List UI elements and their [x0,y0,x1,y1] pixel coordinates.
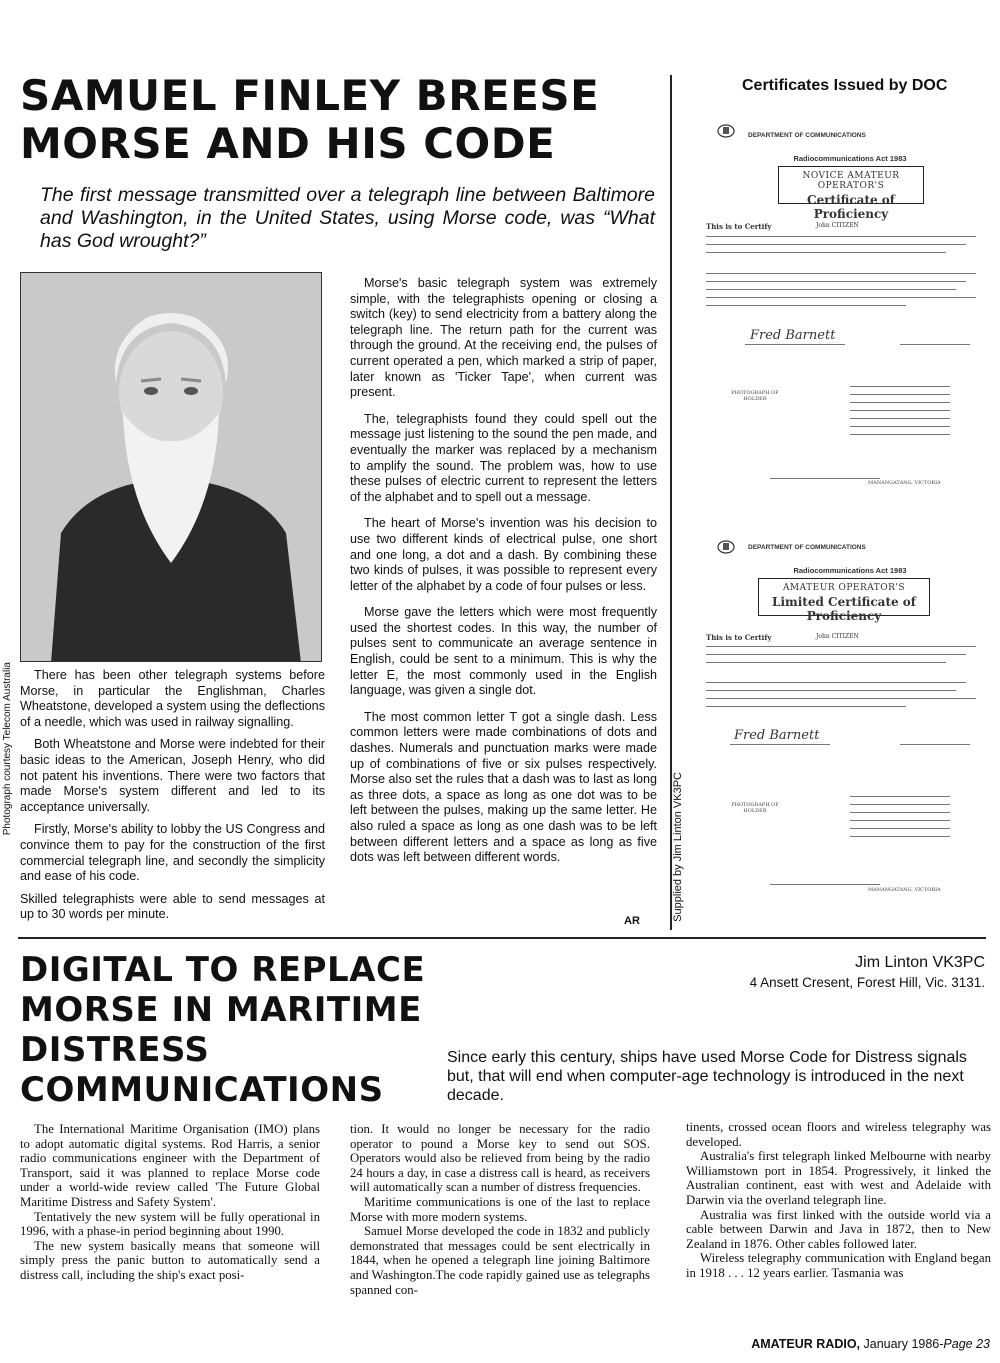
supplied-credit: Supplied by Jim Linton VK3PC [672,772,684,922]
page-footer [600,1337,990,1351]
paragraph: The International Maritime Organisation (IMO) plans to adopt automatic digital systems. Rod Harris, a senior radio communications engineer with the Department of Transport, said it was planned to replace Morse code under a world-wide review called 'The Future Global Maritime Distress and Safety System'. [20,1122,320,1209]
paragraph: Skilled telegraphists were able to send messages at up to 30 words per minute. [20,891,325,922]
paragraph: tinents, crossed ocean floors and wireless telegraphy was developed. [686,1120,991,1149]
article2-column-1 [20,1122,320,1283]
paragraph: The most common letter T got a single dash. Less common letters were made combinations of dots and dashes. Numerals and punctuation marks were made up of combinations of five or six pulses respectively. Morse also set the rules that a dash was to last as long as three dots, a space as long as one dot was to be left between the pulses, making up the same letter. He also ruled a space as long as one dash was to be left between different letters and a space as long as five dots was left between different words. [350,709,657,865]
paragraph: Firstly, Morse's ability to lobby the US Congress and convince them to pay for the construction of the first commercial telegraph line, and secondly the simplicity and ease of his code. [20,822,325,884]
cert-place: MANANGATANG, VICTORIA [868,480,941,486]
cert-dept: DEPARTMENT OF COMMUNICATIONS [748,132,866,139]
cert-type: NOVICE AMATEUR OPERATOR'S [802,171,900,191]
author-address: 4 Ansett Cresent, Forest Hill, Vic. 3131. [749,975,985,990]
paragraph: Australia was first linked with the outside world via a cable between Darwin and Java in 1872, then to New Zealand in 1876. Other cables followed later. [686,1207,991,1251]
cert-dept: DEPARTMENT OF COMMUNICATIONS [748,544,866,551]
cert-name: Limited Certificate of Proficiency [772,595,916,623]
paragraph: Both Wheatstone and Morse were indebted for their basic ideas to the American, Joseph Henry, who did not patent his inventions. There were two factors that made Morse's system different and led to its acceptance universally. [20,737,325,814]
cert-photo-label: PHOTOGRAPH OF HOLDER [731,390,779,402]
paragraph: There has been other telegraph systems before Morse, in particular the Englishman, Charles Wheatstone, developed a system using the deflections of a needle, which was used in railway signalling. [20,668,325,729]
section-divider [18,937,986,939]
cert-title-box [758,578,930,623]
certificate-novice [700,118,985,518]
article-subtitle: The first message transmitted over a telegraph line between Baltimore and Washington, in the United States, using Morse code, was “What has God wrought?” [40,184,655,252]
paragraph: The heart of Morse's invention was his decision to use two different kinds of electrical pulse, one short and one long, a dot and a dash. By combining these two kinds of pulses, it was possible to represent every letter of the alphabet by a code of four pulses or less. [350,516,657,593]
cert-name: Certificate of Proficiency [807,193,895,221]
cert-act: Radiocommunications Act 1983 [793,154,907,163]
cert-place: MANANGATANG, VICTORIA [868,887,941,893]
title-line: SAMUEL FINLEY BREESE [20,71,600,120]
paragraph: Morse's basic telegraph system was extremely simple, with the telegraphists opening or closing a switch (key) to send electricity from a battery along the telegraph line. The return path for the current was through the ground. At the receiving end, the pulses of current operated a pen, which marked a strip of paper, later known as 'Ticker Tape', when current was present. [350,276,657,400]
paragraph: Wireless telegraphy communication with England began in 1918 . . . 12 years earlier. Tasmania was [686,1251,991,1280]
title-line: MORSE AND HIS CODE [20,119,556,168]
page-number: Page 23 [943,1337,990,1351]
title-line: MORSE IN MARITIME [20,990,422,1030]
cert-holder: John CITIZEN [816,222,859,229]
cert-signature: Fred Barnett [734,728,820,743]
article2-column-3 [686,1120,991,1281]
cert-act: Radiocommunications Act 1983 [793,566,907,575]
certificates-heading: Certificates Issued by DOC [742,77,948,94]
paragraph: Tentatively the new system will be fully operational in 1996, with a phase-in period beginning about 1990. [20,1209,320,1239]
title-line: DIGITAL TO REPLACE [20,950,426,990]
coat-of-arms-icon [716,122,736,138]
cert-photo-label: PHOTOGRAPH OF HOLDER [731,802,779,814]
paragraph: Samuel Morse developed the code in 1832 and publicly demonstrated that messages could be sent electrically in 1844, when he opened a telegraph line joining Baltimore and Washington.The code rapidly gained use as telegraphs spanned con- [350,1224,650,1297]
photo-credit: Photograph courtesy Telecom Australia [2,662,13,836]
cert-signature: Fred Barnett [750,328,836,343]
article2-title [20,950,470,1110]
paragraph: Maritime communications is one of the last to replace Morse with more modern systems. [350,1194,650,1224]
coat-of-arms-icon [716,538,736,554]
cert-holder: John CITIZEN [816,633,859,640]
cert-certify: This is to Certify [706,222,772,231]
article-title [20,72,660,168]
article-column-2 [350,276,657,877]
certificate-limited [700,530,985,920]
paragraph: The new system basically means that someone will simply press the panic button to automatically send a distress call, including the ship's exact posi- [20,1238,320,1282]
issue-date: January 1986- [860,1337,944,1351]
author-name: Jim Linton VK3PC [855,954,985,971]
cert-type: AMATEUR OPERATOR'S [782,583,906,593]
morse-portrait [20,272,322,662]
paragraph: tion. It would no longer be necessary for the radio operator to pound a Morse key to send out SOS. Operators would also be relieved from being by the radio 24 hours a day, in case a distress call is heard, as receivers will automatically scan a number of distress frequencies. [350,1122,650,1195]
article-column-1 [20,668,325,930]
article2-lead: Since early this century, ships have used Morse Code for Distress signals but, that will end when computer-age technology is introduced in the next decade. [447,1049,967,1104]
cert-title-box [778,166,924,221]
magazine-name: AMATEUR RADIO, [751,1337,861,1351]
paragraph: The, telegraphists found they could spell out the message just listening to the sound the pen made, and eventually the marker was replaced by a mechanism to amplify the sound. The problem was, how to use these pulses of electric current to represent the letters of the alphabet and to spell out a message. [350,411,657,504]
paragraph: Morse gave the letters which were most frequently used the shortest codes. In this way, the number of pulses sent to communicate an average sentence in English, could be sent to a minimum. This is why the letter E, the most commonly used in the English language, was given a single dot. [350,605,657,698]
title-line: COMMUNICATIONS [20,1070,384,1110]
portrait-illustration [21,273,322,662]
paragraph: Australia's first telegraph linked Melbourne with nearby Williamstown port in 1854. Progressively, it linked the Australian continent, east with west and Adelaide with Darwin via the overland telegraph line. [686,1149,991,1207]
title-line: DISTRESS [20,1030,210,1070]
cert-certify: This is to Certify [706,633,772,642]
end-mark: AR [624,915,640,927]
article2-column-2 [350,1122,650,1297]
